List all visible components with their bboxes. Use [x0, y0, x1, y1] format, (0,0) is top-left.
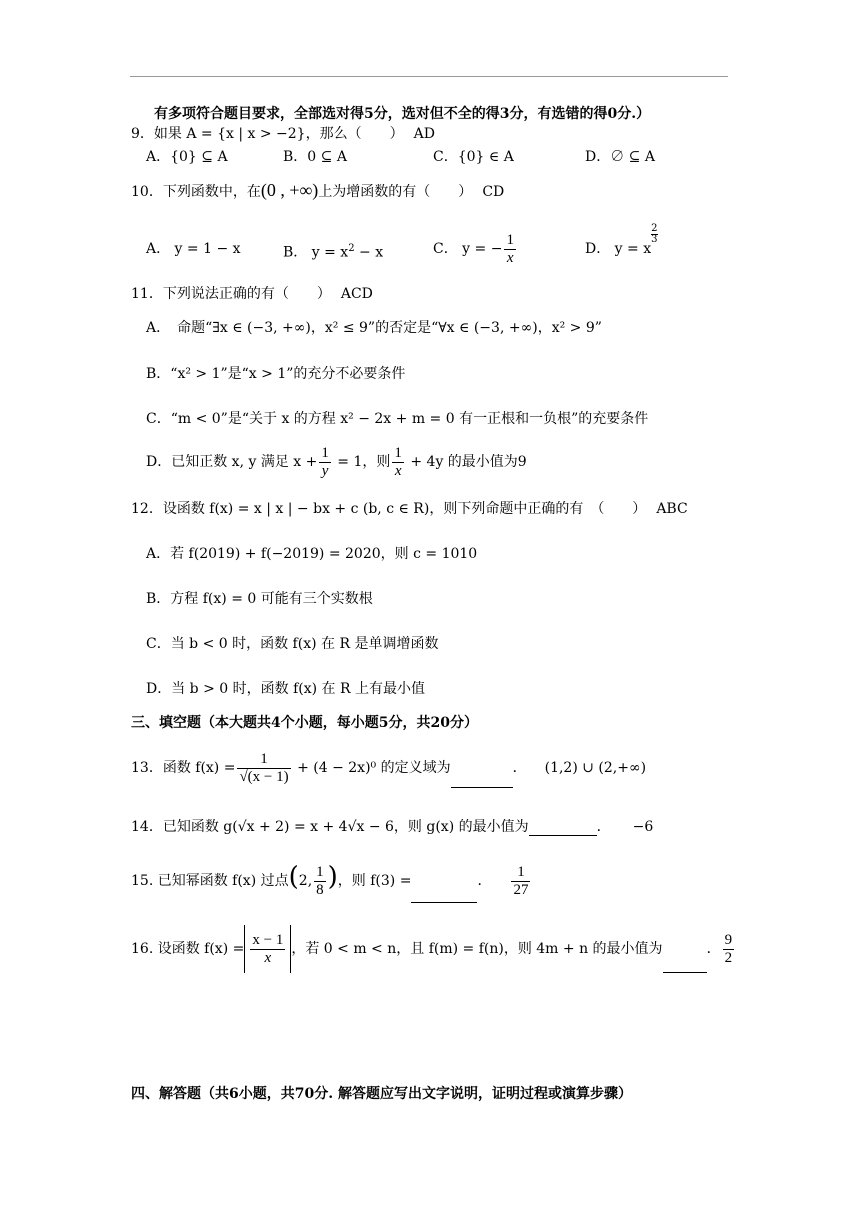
question-11-stem: 11．下列说法正确的有（ ）	[131, 286, 331, 302]
q16-abs-numerator: x − 1	[252, 931, 284, 948]
question-10-answer: CD	[482, 184, 505, 200]
question-15-pre: 15. 已知幂函数 f(x) 过点	[131, 873, 289, 889]
question-14-answer: −6	[632, 819, 654, 835]
q9-option-c: C．{0} ∈ A	[433, 149, 514, 165]
q11-d-frac2-denominator: x	[394, 462, 402, 479]
q12-option-a: A．若 f(2019) + f(−2019) = 2020，则 c = 1010	[146, 546, 478, 562]
question-16-tail: ．	[706, 941, 721, 957]
section-3-heading: 三、填空题（本大题共4个小题，每小题5分，共20分）	[131, 715, 478, 731]
question-16	[131, 925, 736, 973]
q10-option-a	[146, 240, 241, 258]
q11-d-frac2-numerator: 1	[394, 444, 402, 461]
q10-option-c-numerator: 1	[506, 231, 514, 248]
q15-answer-denominator: 27	[513, 881, 529, 898]
question-10-stem-pre: 10．下列函数中，在	[131, 184, 261, 200]
q13-frac-numerator: 1	[237, 751, 290, 769]
q11-d-frac1-numerator: 1	[321, 444, 329, 461]
question-14-text: 14．已知函数 g(√x + 2) = x + 4√x − 6，则 g(x) 的最小值为	[131, 819, 529, 835]
question-14	[131, 818, 653, 836]
q15-point-denominator: 8	[316, 881, 324, 898]
q10-option-b-exponent: 2	[348, 243, 355, 254]
q9-option-b: B．0 ⊆ A	[283, 149, 347, 165]
question-12	[131, 500, 688, 518]
question-13-tail: ．	[512, 760, 527, 776]
q11-d-frac1-denominator: y	[321, 462, 329, 479]
question-14-tail: ．	[596, 819, 611, 835]
q9-option-a: A．{0} ⊆ A	[146, 149, 228, 165]
question-11	[131, 285, 373, 303]
q11-option-a: A． 命题“∃x ∈ (−3, +∞)，x² ≤ 9”的否定是“∀x ∈ (−3, +∞)，x² > 9”	[146, 320, 602, 336]
q11-option-c: C．“m < 0”是“关于 x 的方程 x² − 2x + m = 0 有一正根和一负根”的充要条件	[146, 411, 649, 427]
q10-option-d	[585, 223, 658, 261]
q15-point-x: 2,	[298, 873, 313, 889]
q10-option-c	[433, 229, 518, 269]
question-12-answer: ABC	[656, 501, 688, 517]
question-13-post: + (4 − 2x)⁰ 的定义域为	[292, 760, 451, 776]
question-16-post: ，若 0 < m < n，且 f(m) = f(n)，则 4m + n 的最小值为	[291, 941, 663, 957]
q10-option-a-text: A． y = 1 − x	[146, 241, 241, 257]
q11-option-d-post: + 4y 的最小值为9	[405, 454, 527, 470]
question-10-interval: (0 , +∞)	[260, 180, 319, 200]
q10-option-d-exp-denominator: 3	[651, 234, 658, 245]
question-11-answer: ACD	[340, 286, 373, 302]
question-16-answer	[723, 932, 735, 967]
question-13-answer: (1,2) ∪ (2,+∞)	[544, 760, 647, 776]
q11-option-d	[146, 442, 527, 482]
q10-option-c-denominator: x	[506, 249, 514, 266]
q10-option-b-label: B． y = x	[283, 244, 349, 261]
q13-frac-denominator: √(x − 1)	[239, 768, 289, 785]
q15-right-paren: )	[327, 862, 338, 892]
question-9-stem: 9．如果 A = {x | x > −2}，那么（ ）	[131, 126, 404, 142]
q10-option-d-exp-numerator: 2	[651, 223, 658, 234]
question-9-answer: AD	[413, 126, 435, 142]
q16-absolute-value	[244, 925, 291, 973]
question-13-blank	[451, 761, 513, 788]
question-13-fraction	[237, 751, 290, 786]
q16-abs-denominator: x	[264, 949, 272, 966]
q11-option-b: B．“x² > 1”是“x > 1”的充分不必要条件	[146, 366, 406, 382]
q12-option-c: C．当 b < 0 时，函数 f(x) 在 R 是单调增函数	[146, 636, 439, 652]
q16-answer-denominator: 2	[724, 949, 733, 966]
q15-point-fraction	[314, 864, 326, 899]
question-15-post: ，则 f(3) =	[337, 873, 412, 889]
question-15	[131, 855, 532, 903]
header-note: 有多项符合题目要求，全部选对得5分，选对但不全的得3分，有选错的得0分.）	[154, 106, 651, 122]
q15-point-numerator: 1	[316, 863, 324, 880]
q16-abs-fraction	[250, 932, 285, 967]
question-15-blank	[411, 876, 477, 903]
q10-option-c-label: C． y = −	[433, 241, 503, 257]
q15-answer-numerator: 1	[511, 864, 530, 882]
question-16-blank	[663, 944, 707, 973]
question-13-pre: 13．函数 f(x) =	[131, 760, 236, 776]
q11-option-d-mid: = 1，则	[332, 454, 391, 470]
q10-option-d-exponent	[651, 224, 657, 245]
q11-option-d-fraction-1	[319, 445, 331, 480]
q12-option-d: D．当 b > 0 时，函数 f(x) 在 R 上有最小值	[146, 681, 425, 697]
q11-option-d-pre: D．已知正数 x, y 满足 x +	[146, 454, 318, 470]
q16-answer-numerator: 9	[724, 931, 733, 948]
q10-option-c-fraction	[504, 232, 516, 267]
question-15-answer	[511, 864, 530, 899]
q10-option-b	[283, 240, 383, 262]
q10-option-b-tail: − x	[354, 244, 384, 261]
q11-option-d-fraction-2	[392, 445, 404, 480]
section-4-heading: 四、解答题（共6小题，共70分. 解答题应写出文字说明，证明过程或演算步骤）	[131, 1086, 632, 1102]
question-14-blank	[529, 819, 597, 836]
question-16-pre: 16. 设函数 f(x) =	[131, 941, 245, 957]
question-9	[131, 125, 435, 143]
question-10	[131, 181, 504, 201]
header-rule	[130, 76, 728, 77]
question-13	[131, 748, 646, 788]
question-12-stem: 12．设函数 f(x) = x | x | − bx + c (b, c ∈ R)，则下列命题中正确的有 （ ）	[131, 501, 647, 517]
question-15-tail: ．	[477, 873, 492, 889]
q12-option-b: B．方程 f(x) = 0 可能有三个实数根	[146, 591, 373, 607]
q15-left-paren: (	[288, 862, 299, 892]
q9-option-d: D．∅ ⊆ A	[585, 149, 655, 165]
q10-option-d-label: D． y = x	[585, 241, 652, 257]
question-10-stem-post: 上为增函数的有（ ）	[318, 184, 473, 200]
